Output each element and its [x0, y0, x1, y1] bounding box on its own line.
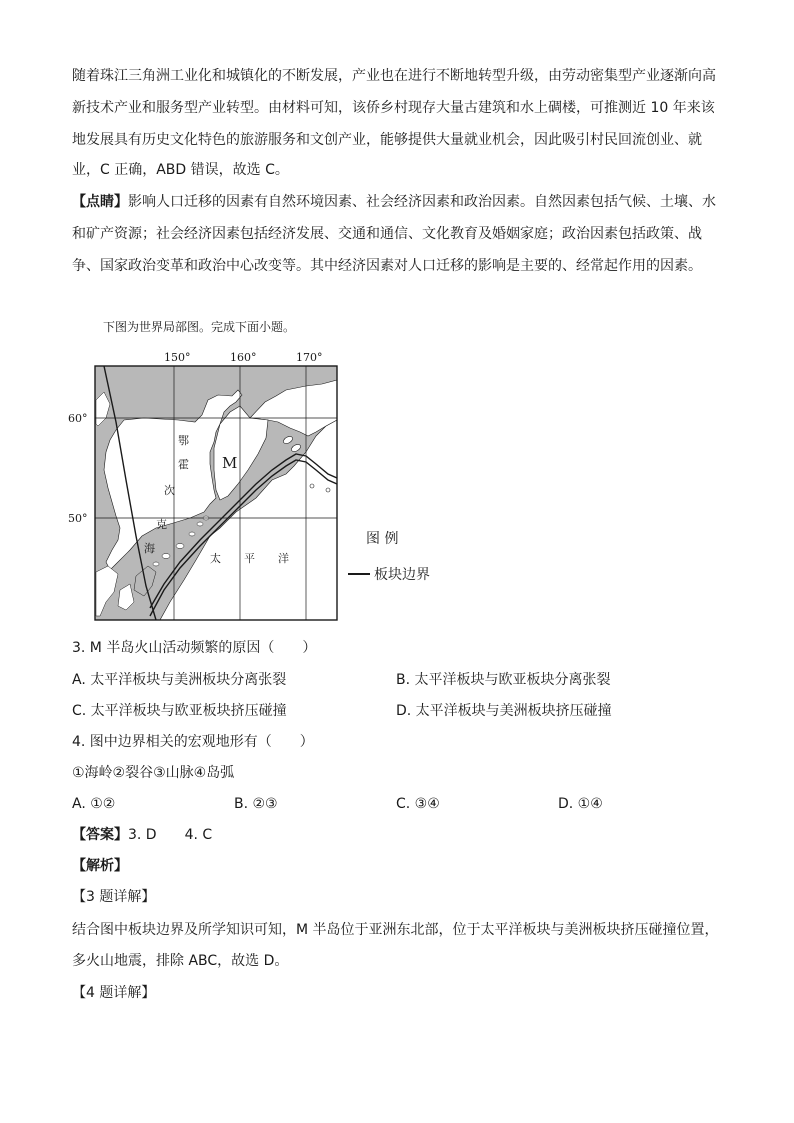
analysis-tag: 【解析】 — [72, 858, 128, 874]
kuril-island — [162, 554, 170, 559]
ocean-char-2: 平 — [244, 552, 255, 565]
q3-option-b: B. 太平洋板块与欧亚板块分离张裂 — [396, 672, 611, 688]
q3-option-a: A. 太平洋板块与美洲板块分离张裂 — [72, 672, 287, 688]
q3-stem: 3. M 半岛火山活动频繁的原因（ ） — [72, 640, 317, 656]
q3-detail-head: 【3 题详解】 — [72, 889, 156, 905]
lat-label-60: 60° — [68, 412, 88, 425]
tip-line-3: 争、国家政治变革和政治中心改变等。其中经济因素对人口迁移的影响是主要的、经常起作用的因素。 — [72, 258, 702, 274]
kuril-island — [189, 532, 195, 536]
lon-label-150: 150° — [164, 351, 191, 364]
answer-text: 3. D 4. C — [128, 827, 213, 843]
lon-label-170: 170° — [296, 351, 323, 364]
kuril-island — [176, 544, 184, 549]
map-caption: 下图为世界局部图。完成下面小题。 — [103, 320, 296, 334]
lon-label-160: 160° — [230, 351, 257, 364]
legend-boundary-label: 板块边界 — [374, 567, 430, 583]
sea-char-2: 霍 — [178, 458, 189, 471]
legend-title: 图 例 — [366, 531, 399, 547]
legend-boundary-line — [348, 573, 370, 575]
tip-tag: 【点睛】 — [72, 194, 128, 210]
sea-char-4: 克 — [156, 518, 167, 531]
lat-label-50: 50° — [68, 512, 88, 525]
ocean-char-1: 太 — [210, 552, 221, 565]
sea-char-3: 次 — [164, 484, 175, 497]
q3-option-d: D. 太平洋板块与美洲板块挤压碰撞 — [396, 703, 612, 719]
intro-line-1: 随着珠江三角洲工业化和城镇化的不断发展，产业也在进行不断地转型升级，由劳动密集型产业逐渐向高 — [72, 68, 716, 84]
q4-option-c: C. ③④ — [396, 796, 440, 812]
sea-char-1: 鄂 — [178, 434, 189, 447]
q4-items: ①海岭②裂谷③山脉④岛弧 — [72, 765, 235, 781]
ocean-char-3: 洋 — [278, 552, 289, 565]
intro-line-3: 地发展具有历史文化特色的旅游服务和文创产业，能够提供大量就业机会，因此吸引村民回流创业、就 — [72, 132, 702, 148]
tip-text-1: 影响人口迁移的因素有自然环境因素、社会经济因素和政治因素。自然因素包括气候、土壤、水 — [128, 194, 716, 210]
kuril-island — [153, 562, 159, 566]
q4-detail-head: 【4 题详解】 — [72, 985, 156, 1001]
q3-detail-line-2: 多火山地震，排除 ABC，故选 D。 — [72, 953, 289, 969]
q3-detail-line-1: 结合图中板块边界及所学知识可知，M 半岛位于亚洲东北部，位于太平洋板块与美洲板块挤压碰撞位置， — [72, 922, 719, 938]
world-partial-map — [60, 340, 360, 630]
kuril-island — [197, 522, 203, 526]
intro-line-2: 新技术产业和服务型产业转型。由材料可知，该侨乡村现存大量古建筑和水上碉楼，可推测近 10 年来该 — [72, 100, 715, 116]
q4-option-a: A. ①② — [72, 796, 116, 812]
q3-option-c: C. 太平洋板块与欧亚板块挤压碰撞 — [72, 703, 287, 719]
tip-line-1 — [72, 192, 716, 212]
q4-stem: 4. 图中边界相关的宏观地形有（ ） — [72, 734, 314, 750]
answer-line — [72, 825, 212, 845]
answer-tag: 【答案】 — [72, 827, 128, 843]
island — [326, 488, 330, 492]
q4-option-d: D. ①④ — [558, 796, 603, 812]
intro-line-4: 业，C 正确，ABD 错误，故选 C。 — [72, 162, 289, 178]
island — [310, 484, 314, 488]
peninsula-label-m: M — [222, 454, 238, 472]
q4-option-b: B. ②③ — [234, 796, 278, 812]
sea-char-5: 海 — [144, 542, 155, 555]
tip-line-2: 和矿产资源；社会经济因素包括经济发展、交通和通信、文化教育及婚姻家庭；政治因素包括政策、战 — [72, 226, 702, 242]
